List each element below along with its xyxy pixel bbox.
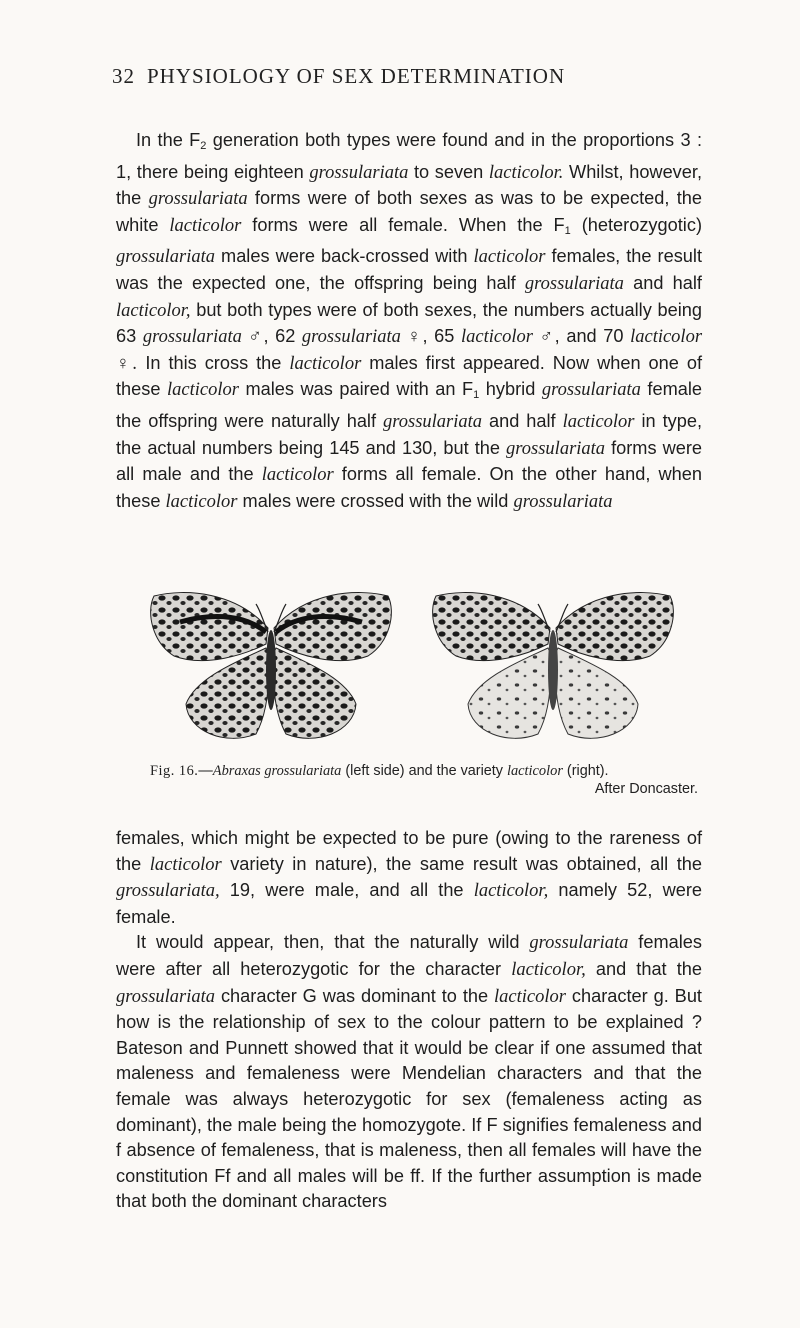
figure-label: Fig. 16. <box>150 763 199 779</box>
paragraph-1: In the $F_2$ generation both types were found and in the proportions 3 : 1, there being eighteen grossulariata to seven lacticolor. Whilst, however, the grossulariata forms were of both sexes as was to be expected, the white lacticolor forms were all female. When the $F_1$ (heterozygotic) grossulariata males were back-crossed with lacticolor females, the result was the expected one, the offspring being half grossulariata and half lacticolor, but both types were of both sexes, the numbers actually being 63 grossulariata ♂, 62 grossulariata ♀, 65 lacticolor ♂, and 70 lacticolor ♀. In this cross the lacticolor males first appeared. Now when one of these lacticolor males was paired with an $F_1$ hybrid grossulariata female the offspring were naturally half grossulariata and half lacticolor in type, the actual numbers being 145 and 130, but the grossulariata forms were all male and the lacticolor forms all female. On the other hand, when these lacticolor males were crossed with the wild grossulariata <box>116 130 703 512</box>
moth-grossulariata <box>151 593 392 739</box>
figure-moths <box>116 582 702 752</box>
moth-lacticolor <box>433 593 674 739</box>
running-title: PHYSIOLOGY OF SEX DETERMINATION <box>147 64 566 88</box>
running-header <box>112 64 712 89</box>
paragraph-2: females, which might be expected to be pure (owing to the rareness of the lacticolor variety in nature), the same result was obtained, all the grossulariata, 19, were male, and all the lacticolor, namely 52, were female. It would appear, then, that the naturally wild grossulariata females were after all heterozygotic for the character lacticolor, and that the grossulariata character G was dominant to the lacticolor character g. But how is the relationship of sex to the colour pattern to be explained ? Bateson and Punnett showed that it would be clear if one assumed that maleness and femaleness were Mendelian characters and that the female was always heterozygotic for sex (femaleness acting as dominant), the male being the homozygote. If F signifies femaleness and f absence of femaleness, that is maleness, then all females will have the constitution Ff and all males will be ff. If the further assumption is made that both the dominant characters <box>116 828 702 1212</box>
paragraph-3: It would appear, then, that the naturally wild grossulariata females were after all heterozygotic for the character lacticolor, and that the grossulariata character G was dominant to the lacticolor character g. But how is the relationship of sex to the colour pattern to be explained ? Bateson and Punnett showed that it would be clear if one assumed that maleness and femaleness were Mendelian characters and that the female was always heterozygotic for sex (femaleness acting as dominant), the male being the homozygote. If F signifies femaleness and f absence of femaleness, that is maleness, then all females will have the constitution Ff and all males will be ff. If the further assumption is made that both the dominant characters <box>116 932 702 1212</box>
figure-caption: Fig. 16.—Abraxas grossulariata (left side) and the variety lacticolor (right). After Doncaster. <box>150 763 698 797</box>
species-name: Abraxas grossulariata <box>212 763 342 779</box>
page-number: 32 <box>112 64 135 88</box>
variety-name: lacticolor <box>506 763 563 779</box>
moth-illustration <box>116 582 702 752</box>
figure-credit: After Doncaster. <box>594 781 698 797</box>
